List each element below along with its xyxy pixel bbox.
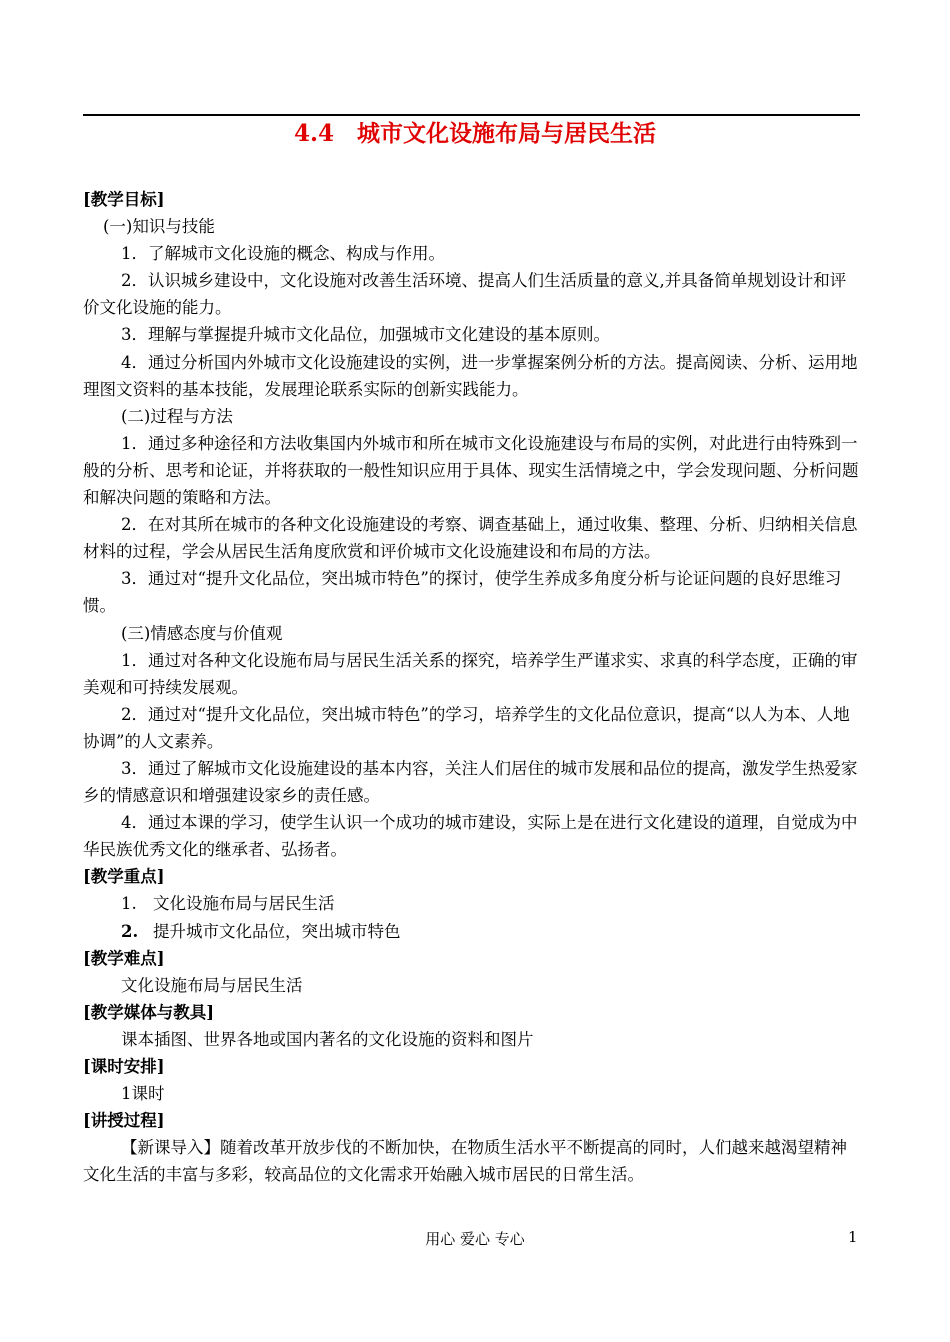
key-point-number: 1. bbox=[121, 894, 137, 914]
media-text: 课本插图、世界各地或国内著名的文化设施的资料和图片 bbox=[121, 1029, 534, 1049]
knowledge-item: 1．了解城市文化设施的概念、构成与作用。 bbox=[121, 244, 445, 264]
section-heading-key-points: [教学重点] bbox=[83, 867, 165, 887]
section-heading-media: [教学媒体与教具] bbox=[83, 1002, 215, 1022]
knowledge-item: 3．理解与掌握提升城市文化品位，加强城市文化建设的基本原则。 bbox=[121, 325, 610, 345]
values-item: 4．通过本课的学习，使学生认识一个成功的城市建设，实际上是在进行文化建设的道理，自觉成为中华民族优秀文化的继承者、弘扬者。 bbox=[83, 813, 858, 860]
key-point-text: 文化设施布局与居民生活 bbox=[153, 894, 335, 914]
difficulty-text: 文化设施布局与居民生活 bbox=[121, 975, 303, 995]
values-item: 2．通过对“提升文化品位，突出城市特色”的学习，培养学生的文化品位意识，提高“以人为本、人地协调”的人文素养。 bbox=[83, 704, 850, 751]
subsection-heading-process: (二)过程与方法 bbox=[121, 406, 233, 426]
process-item: 2．在对其所在城市的各种文化设施建设的考察、调查基础上，通过收集、整理、分析、归纳相关信息材料的过程，学会从居民生活角度欣赏和评价城市文化设施建设和布局的方法。 bbox=[83, 515, 858, 562]
subsection-heading-knowledge: (一)知识与技能 bbox=[103, 217, 215, 237]
page-number: 1 bbox=[848, 1228, 858, 1246]
key-point-item bbox=[83, 890, 861, 917]
intro-paragraph: 【新课导入】随着改革开放步伐的不断加快，在物质生活水平不断提高的同时，人们越来越渴望精神文化生活的丰富与多彩，较高品位的文化需求开始融入城市居民的日常生活。 bbox=[83, 1138, 847, 1185]
schedule-text: 1课时 bbox=[121, 1084, 165, 1104]
document-body bbox=[83, 186, 861, 1188]
subsection-heading-values: (三)情感态度与价值观 bbox=[121, 623, 283, 643]
page-footer: 用心 爱心 专心 bbox=[425, 1230, 525, 1248]
knowledge-item: 2．认识城乡建设中，文化设施对改善生活环境、提高人们生活质量的意义,并具备简单规划设计和评价文化设施的能力。 bbox=[83, 271, 847, 318]
section-heading-objectives: [教学目标] bbox=[83, 190, 165, 209]
values-item: 3．通过了解城市文化设施建设的基本内容，关注人们居住的城市发展和品位的提高，激发学生热爱家乡的情感意识和增强建设家乡的责任感。 bbox=[83, 758, 858, 806]
section-heading-difficulty: [教学难点] bbox=[83, 948, 165, 968]
document-title: 4.4 城市文化设施布局与居民生活 bbox=[293, 120, 656, 147]
section-heading-schedule: [课时安排] bbox=[83, 1057, 165, 1076]
values-item: 1．通过对各种文化设施布局与居民生活关系的探究，培养学生严谨求实、求真的科学态度，正确的审美观和可持续发展观。 bbox=[83, 650, 858, 697]
key-point-item bbox=[83, 918, 861, 945]
key-point-text: 提升城市文化品位，突出城市特色 bbox=[153, 921, 401, 941]
process-item: 3．通过对“提升文化品位，突出城市特色”的探讨，使学生养成多角度分析与论证问题的良好思维习惯。 bbox=[83, 569, 842, 616]
process-item: 1．通过多种途径和方法收集国内外城市和所在城市文化设施建设与布局的实例，对此进行由特殊到一般的分析、思考和论证，并将获取的一般性知识应用于具体、现实生活情境之中，学会发现问题、分析问题和解决问题的策略和方法。 bbox=[83, 433, 859, 508]
knowledge-item: 4．通过分析国内外城市文化设施建设的实例，进一步掌握案例分析的方法。提高阅读、分析、运用地理图文资料的基本技能，发展理论联系实际的创新实践能力。 bbox=[83, 352, 858, 399]
key-point-number: 2. bbox=[121, 921, 139, 941]
section-heading-lecture: [讲授过程] bbox=[83, 1111, 165, 1131]
